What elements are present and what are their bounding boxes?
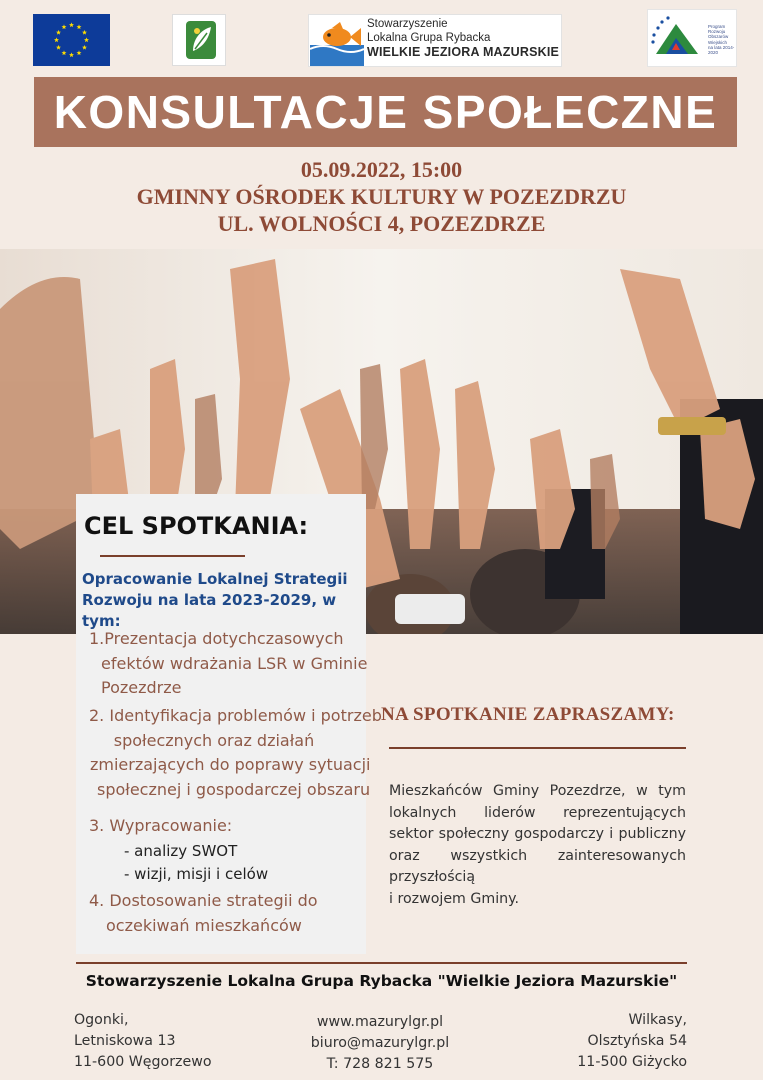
goal-item-2-line4: społecznej i gospodarczej obszaru: [97, 779, 371, 799]
lgr-logo-line2: Lokalna Grupa Rybacka: [367, 32, 491, 44]
leader-leaf-icon: [173, 15, 225, 65]
eu-star: [69, 22, 74, 27]
goal-item-1: [89, 627, 367, 701]
goal-line1: Opracowanie Lokalnej Strategii: [82, 570, 348, 588]
goal-panel-title: CEL SPOTKANIA:: [84, 512, 309, 540]
footer-address-left: [74, 1010, 212, 1073]
prow-line4: Wiejskich: [708, 39, 728, 45]
footer-left-line3: 11-600 Węgorzewo: [74, 1054, 212, 1070]
prow-logo: [647, 9, 737, 67]
goal-item-2-line1: 2. Identyfikacja problemów i potrzeb: [89, 706, 382, 725]
goal-title-divider: [100, 555, 245, 557]
invitation-divider: [389, 747, 686, 749]
footer-divider: [76, 962, 687, 964]
goal-item-4: [89, 889, 318, 938]
title-banner: [34, 77, 737, 147]
goal-item-2-line2: społecznych oraz działań: [113, 730, 315, 750]
eu-star: [77, 50, 82, 55]
goal-item-3: 3. Wypracowanie:: [89, 816, 233, 835]
footer-phone: T: 728 821 575: [326, 1056, 434, 1072]
goal-subitems: [124, 840, 268, 886]
lgr-logo-line1: Stowarzyszenie: [367, 18, 448, 30]
footer-website-link[interactable]: www.mazurylgr.pl: [316, 1014, 444, 1030]
eu-star: [84, 37, 89, 42]
lgr-logo: [308, 14, 562, 67]
lgr-logo-line3: WIELKIE JEZIORA MAZURSKIE: [367, 45, 560, 59]
prow-line3: Obszarów: [708, 34, 729, 40]
goal-item-2: [89, 704, 382, 802]
footer-contact: [300, 1012, 460, 1075]
goal-subitem-vision: - wizji, misji i celów: [124, 865, 269, 883]
eu-star: [56, 45, 61, 50]
fish-icon: [310, 15, 364, 66]
goal-description: [82, 569, 364, 632]
leader-logo: [172, 14, 226, 66]
eu-star: [62, 24, 67, 29]
footer-organization: Stowarzyszenie Lokalna Grupa Rybacka "Wielkie Jeziora Mazurskie": [85, 972, 678, 990]
invitation-text: [389, 781, 686, 910]
goal-item-1-line3: Pozezdrze: [101, 678, 182, 697]
event-venue: GMINNY OŚRODEK KULTURY W POZEZDRZU: [136, 184, 627, 209]
eu-star: [77, 24, 82, 29]
goal-item-4-line1: 4. Dostosowanie strategii do: [89, 891, 318, 910]
prow-logo-text: [708, 24, 738, 55]
eu-star: [69, 52, 74, 57]
prow-line5: na lata 2014-2020: [708, 44, 735, 56]
eu-flag-logo: [33, 14, 110, 66]
prow-emblem-icon: [648, 10, 708, 66]
page-title: KONSULTACJE SPOŁECZNE: [53, 86, 718, 138]
footer-email-link[interactable]: biuro@mazurylgr.pl: [310, 1035, 450, 1051]
footer-left-line2: Letniskowa 13: [74, 1033, 176, 1049]
eu-star: [56, 30, 61, 35]
goal-subitem-swot: - analizy SWOT: [124, 842, 238, 860]
goal-item-1-line1: 1.Prezentacja dotychczasowych: [89, 629, 344, 648]
invitation-title: NA SPOTKANIE ZAPRASZAMY:: [381, 704, 675, 725]
prow-line2: Rozwoju: [708, 29, 726, 35]
footer-right-line1: Wilkasy,: [628, 1012, 687, 1028]
event-address: UL. WOLNOŚCI 4, POZEZDRZE: [217, 211, 546, 236]
event-date: 05.09.2022, 15:00: [300, 157, 463, 182]
footer-right-line3: 11-500 Giżycko: [577, 1054, 687, 1070]
footer-address-right: [577, 1010, 687, 1073]
goal-item-4-line2: oczekiwań mieszkańców: [106, 915, 302, 935]
footer-right-line2: Olsztyńska 54: [587, 1033, 687, 1049]
lgr-logo-text: [367, 17, 559, 59]
prow-line1: Program: [708, 24, 726, 29]
eu-star: [62, 50, 67, 55]
eu-star: [54, 37, 59, 42]
footer-left-line1: Ogonki,: [74, 1012, 129, 1028]
eu-star: [82, 45, 87, 50]
goal-item-1-line2: efektów wdrażania LSR w Gminie: [101, 653, 368, 673]
eu-stars-icon: [33, 14, 110, 66]
goal-item-2-line3: zmierzających do poprawy sytuacji: [90, 755, 371, 774]
eu-star: [82, 30, 87, 35]
goal-line2: Rozwoju na lata 2023-2029, w tym:: [82, 591, 337, 630]
invitation-body-end: i rozwojem Gminy.: [389, 890, 520, 907]
invitation-body: Mieszkańców Gminy Pozezdrze, w tym lokalnych liderów reprezentujących sektor społeczny gospodarczy i publiczny oraz wszystkich zainteresowanych przyszłością: [389, 783, 686, 885]
